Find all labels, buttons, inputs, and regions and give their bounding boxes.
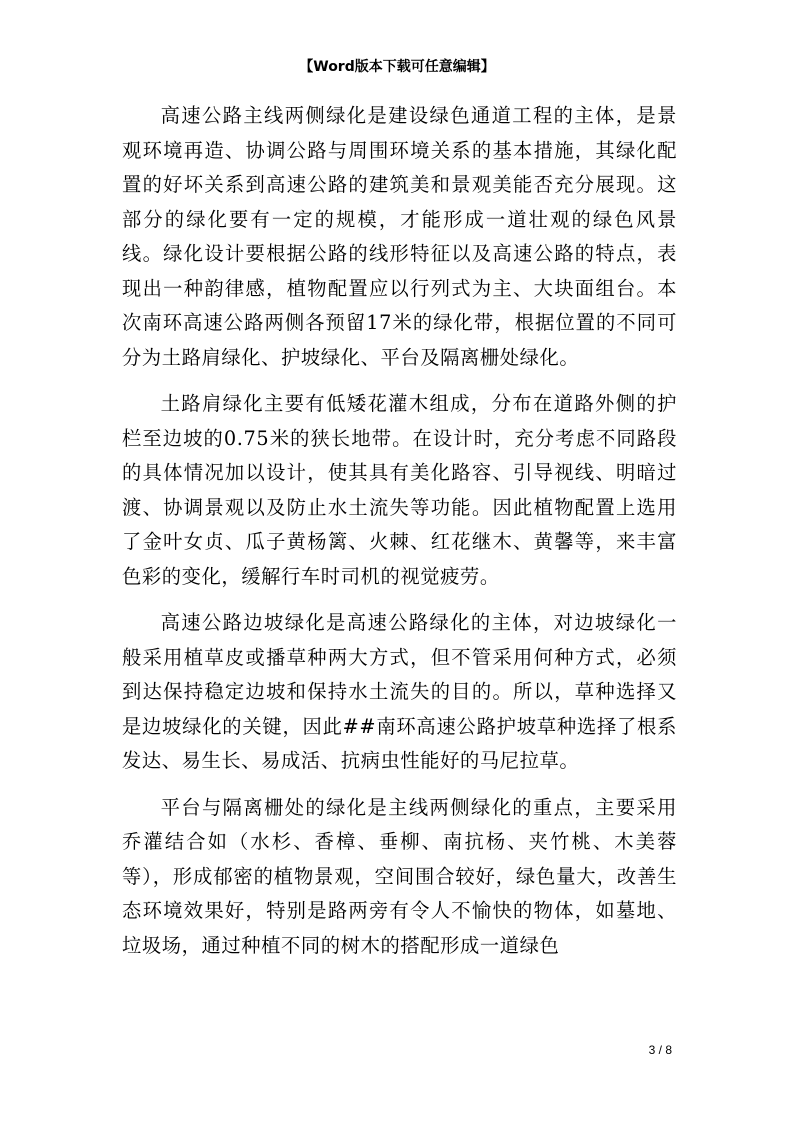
paragraph-shoulder-greening: 土路肩绿化主要有低矮花灌木组成，分布在道路外侧的护栏至边坡的0.75米的狭长地带。在设计时，充分考虑不同路段的具体情况加以设计，使其具有美化路容、引导视线、明暗过渡、协调景观以及防止水土流失等功能。因此植物配置上选用了金叶女贞、瓜子黄杨篱、火棘、红花继木、黄馨等，来丰富色彩的变化，缓解行车时司机的视觉疲劳。 (122, 392, 677, 588)
paragraph-platform-greening: 平台与隔离栅处的绿化是主线两侧绿化的重点，主要采用乔灌结合如（水杉、香樟、垂柳、南抗杨、夹竹桃、木美蓉等），形成郁密的植物景观，空间围合较好，绿色量大，改善生态环境效果好，特别是路两旁有令人不愉快的物体，如墓地、垃圾场，通过种植不同的树木的搭配形成一道绿色 (122, 795, 677, 957)
document-body (122, 99, 677, 975)
page-header: 【Word版本下载可任意编辑】 (299, 59, 495, 75)
paragraph-slope-greening: 高速公路边坡绿化是高速公路绿化的主体，对边坡绿化一般采用植草皮或播草种两大方式，但不管采用何种方式，必须到达保持稳定边坡和保持水土流失的目的。所以，草种选择又是边坡绿化的关键，因此##南环高速公路护坡草种选择了根系发达、易生长、易成活、抗病虫性能好的马尼拉草。 (122, 611, 677, 772)
page-number: 3 / 8 (648, 1043, 672, 1057)
paragraph-main-line-greening: 高速公路主线两侧绿化是建设绿色通道工程的主体，是景观环境再造、协调公路与周围环境关系的基本措施，其绿化配置的好坏关系到高速公路的建筑美和景观美能否充分展现。这部分的绿化要有一定的规模，才能形成一道壮观的绿色风景线。绿化设计要根据公路的线形特征以及高速公路的特点，表现出一种韵律感，植物配置应以行列式为主、大块面组台。本次南环高速公路两侧各预留17米的绿化带，根据位置的不同可分为土路肩绿化、护坡绿化、平台及隔离栅处绿化。 (122, 104, 677, 369)
